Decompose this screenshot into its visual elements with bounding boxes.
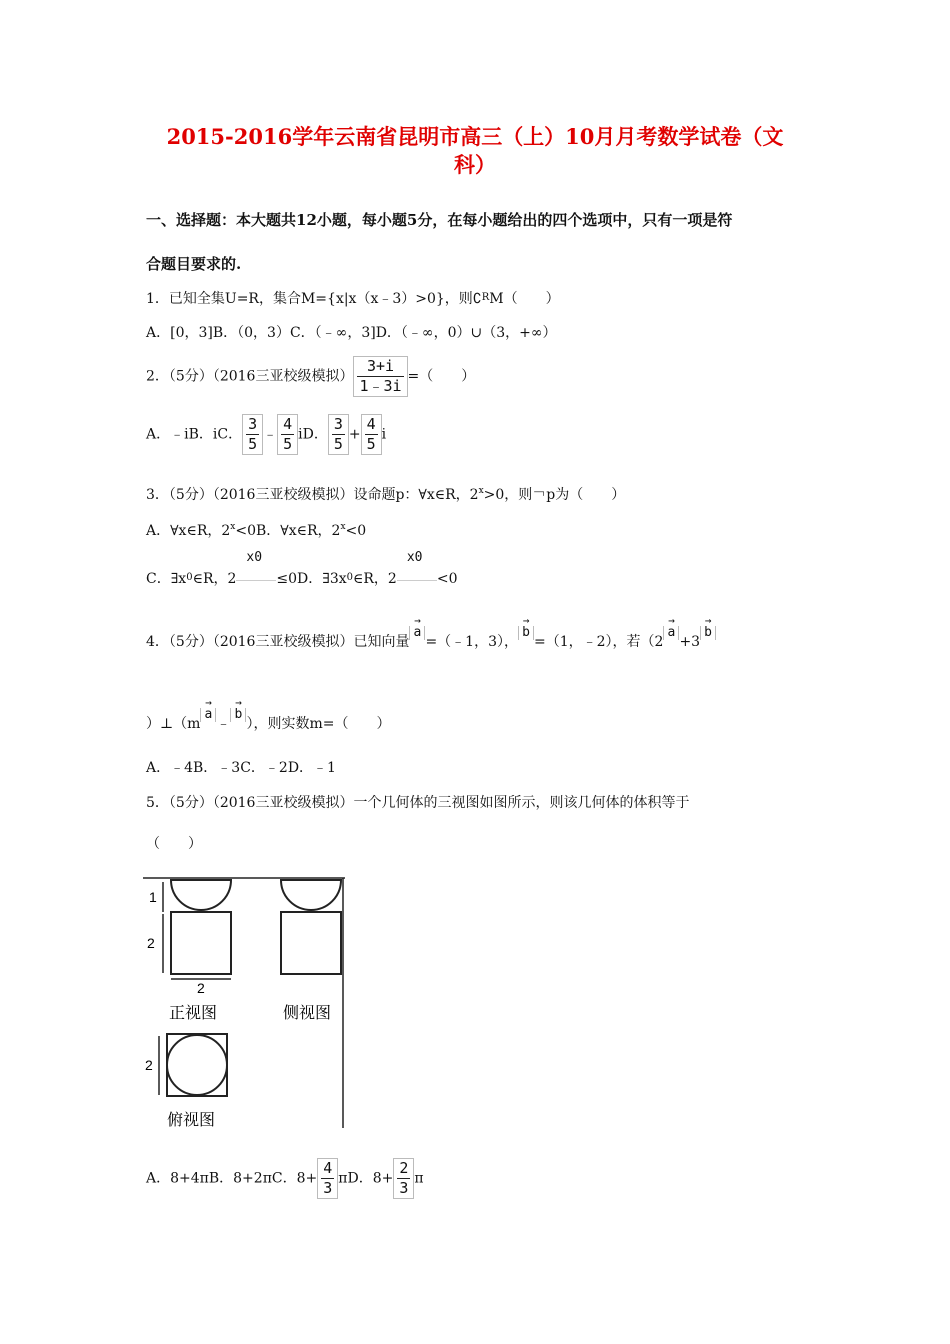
q4-options: A．﹣4B．﹣3C．﹣2D．﹣1 <box>146 760 336 776</box>
q5-c-num: 4 <box>323 1159 333 1177</box>
q3-stem-text: 3．（5分）（2016三亚校级模拟）设命题p：∀x∈R，2 <box>146 487 479 503</box>
q3-cd-2: ∈R，2 <box>192 571 237 587</box>
q4-l2-1: ）⊥（m <box>146 716 201 732</box>
vector-a: → a <box>409 626 425 640</box>
width-label-2: 2 <box>197 980 205 996</box>
q3-cd-exp-text: x0 <box>246 550 263 565</box>
q1-options: A．[0，3]B．（0，3）C．（﹣∞，3]D．（﹣∞，0）∪（3，+∞） <box>146 325 557 341</box>
q3-cd-exp2 <box>397 550 437 581</box>
q3-stem <box>146 481 625 505</box>
vector-a: → a <box>663 626 679 640</box>
q2-d-den2: 5 <box>366 435 376 453</box>
q5-c-end: πD．8+ <box>338 1170 394 1187</box>
q3-cd-exp <box>236 550 276 581</box>
side-view-label: 侧视图 <box>283 1003 332 1022</box>
q4-stem-line2 <box>146 708 390 734</box>
q2-c-frac2 <box>277 414 298 455</box>
q1-stem-text: 1．已知全集U=R，集合M={x|x（x﹣3）>0}，则∁ <box>146 291 482 307</box>
vector-b: → b <box>230 708 246 722</box>
q5-stem-end: （ ） <box>146 836 202 852</box>
q3-cd-1: C．∃x <box>146 571 187 587</box>
q3-cd-4: ∈R，2 <box>353 571 397 587</box>
q2-stem <box>146 356 475 397</box>
q3-sup: x <box>478 486 484 496</box>
q4-stem-2: =（﹣1，3）， <box>425 634 518 650</box>
q2-frac-den: 1﹣3i <box>359 377 402 395</box>
exam-title-line2: 科） <box>454 152 496 177</box>
top-circle <box>167 1035 227 1095</box>
q5-c-frac <box>317 1158 338 1199</box>
q5-c-den: 3 <box>323 1179 333 1197</box>
q2-d-mid: + <box>348 426 361 443</box>
q4-l2-3: ），则实数m=（ ） <box>246 716 391 732</box>
q2-d-frac1 <box>328 414 349 455</box>
q3-cd-exp2-text: x0 <box>406 550 423 565</box>
q2-c-frac1 <box>242 414 263 455</box>
q2-c-num2: 4 <box>283 415 293 433</box>
q2-stem-end: =（ ） <box>407 368 476 385</box>
vector-b: → b <box>518 626 534 640</box>
q5-opt-ab: A．8+4πB．8+2πC．8+ <box>146 1170 318 1187</box>
q4-stem-3: =（1，﹣2），若（2 <box>534 634 664 650</box>
q4-l2-2: ﹣ <box>216 716 231 732</box>
q2-d-num2: 4 <box>366 415 376 433</box>
q2-options <box>146 414 386 455</box>
q5-options <box>146 1158 424 1199</box>
height-label-2: 2 <box>147 935 155 951</box>
q3-ab-2: <0B．∀x∈R，2 <box>235 523 341 539</box>
q2-c-den: 5 <box>248 435 258 453</box>
q1-stem-end: M（ ） <box>489 291 560 307</box>
q5-d-frac <box>393 1158 414 1199</box>
q4-stem <box>146 626 716 652</box>
q2-frac-num: 3+i <box>357 357 403 377</box>
q2-fraction <box>353 356 407 397</box>
q3-options-ab <box>146 517 366 541</box>
q5-d-end: π <box>414 1170 424 1187</box>
vector-a: → a <box>200 708 216 722</box>
q2-d-end: i <box>381 426 387 443</box>
q3-ab-1: A．∀x∈R，2 <box>146 523 231 539</box>
top-label-2: 2 <box>145 1057 153 1073</box>
front-view-label: 正视图 <box>169 1003 218 1022</box>
q3-ab-3: <0 <box>345 523 367 539</box>
q1-sub: R <box>481 292 490 303</box>
q3-stem-end: >0，则￢p为（ ） <box>483 487 626 503</box>
q1-stem <box>146 288 560 309</box>
top-view-label: 俯视图 <box>167 1110 216 1128</box>
q5-d-den: 3 <box>399 1179 409 1197</box>
section-heading-line2: 合题目要求的. <box>146 255 242 273</box>
q4-stem-4: +3 <box>679 634 701 650</box>
q3-ab-sup2: x <box>340 522 346 532</box>
exam-title-line1: 2015-2016学年云南省昆明市高三（上）10月月考数学试卷（文 <box>166 124 784 149</box>
height-label-1: 1 <box>149 889 157 905</box>
q3-cd-sub: 0 <box>186 572 193 583</box>
side-square <box>281 912 341 974</box>
q3-cd-sub2: 0 <box>346 572 354 583</box>
q3-cd-5: <0 <box>436 571 458 587</box>
q2-opt-ab: A．﹣iB．iC． <box>146 426 243 443</box>
q2-c-den2: 5 <box>283 435 293 453</box>
q3-cd-3: ≤0D．∃3x <box>276 571 347 587</box>
q3-options-cd <box>146 550 458 589</box>
q2-d-frac2 <box>361 414 382 455</box>
q2-c-mid: ﹣ <box>263 426 278 443</box>
q2-c-end: iD． <box>298 426 328 443</box>
q5-d-num: 2 <box>399 1159 409 1177</box>
side-semicircle <box>281 880 341 910</box>
vector-b: → b <box>700 626 716 640</box>
section-heading-line1: 一、选择题：本大题共12小题，每小题5分，在每小题给出的四个选项中，只有一项是符 <box>146 211 733 229</box>
q5-stem: 5．（5分）（2016三亚校级模拟）一个几何体的三视图如图所示，则该几何体的体积等于 <box>146 795 690 811</box>
q4-stem-1: 4．（5分）（2016三亚校级模拟）已知向量 <box>146 634 410 650</box>
q2-d-den: 5 <box>333 435 343 453</box>
q2-c-num: 3 <box>248 415 258 433</box>
front-semicircle <box>171 880 231 910</box>
q2-stem-text: 2．（5分）（2016三亚校级模拟） <box>146 368 354 385</box>
q3-ab-sup1: x <box>230 522 236 532</box>
front-square <box>171 912 231 974</box>
q2-d-num: 3 <box>333 415 343 433</box>
three-view-figure <box>143 876 345 1128</box>
